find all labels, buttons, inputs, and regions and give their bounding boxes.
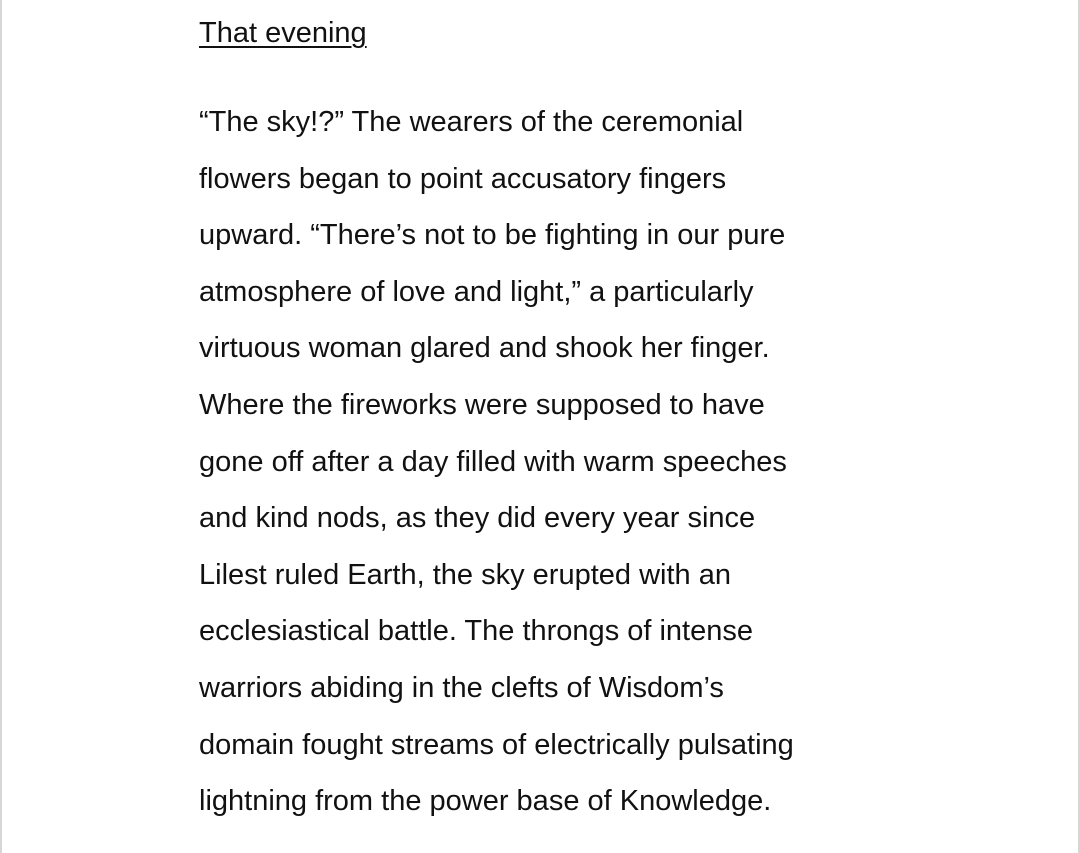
text-line: gone off after a day filled with warm speeches [199, 445, 787, 478]
section-heading: That evening [199, 17, 367, 49]
paragraph [199, 94, 999, 830]
text-line: domain fought streams of electrically pulsating [199, 728, 794, 761]
text-line: “The sky!?” The wearers of the ceremonial [199, 106, 744, 138]
text-line: upward. “There’s not to be fighting in our pure [199, 219, 786, 252]
text-line: warriors abiding in the clefts of Wisdom’s [199, 671, 724, 704]
text-line: and kind nods, as they did every year since [199, 502, 756, 535]
text-line: ecclesiastical battle. The throngs of intense [199, 615, 754, 648]
text-line: atmosphere of love and light,” a particularly [199, 275, 754, 308]
text-line: virtuous woman glared and shook her finger. [199, 332, 770, 365]
text-line: Where the fireworks were supposed to have [199, 388, 765, 421]
text-line: Lilest ruled Earth, the sky erupted with an [199, 558, 731, 591]
text-line: lightning from the power base of Knowledge. [199, 785, 772, 818]
text-line: flowers began to point accusatory fingers [199, 162, 727, 195]
